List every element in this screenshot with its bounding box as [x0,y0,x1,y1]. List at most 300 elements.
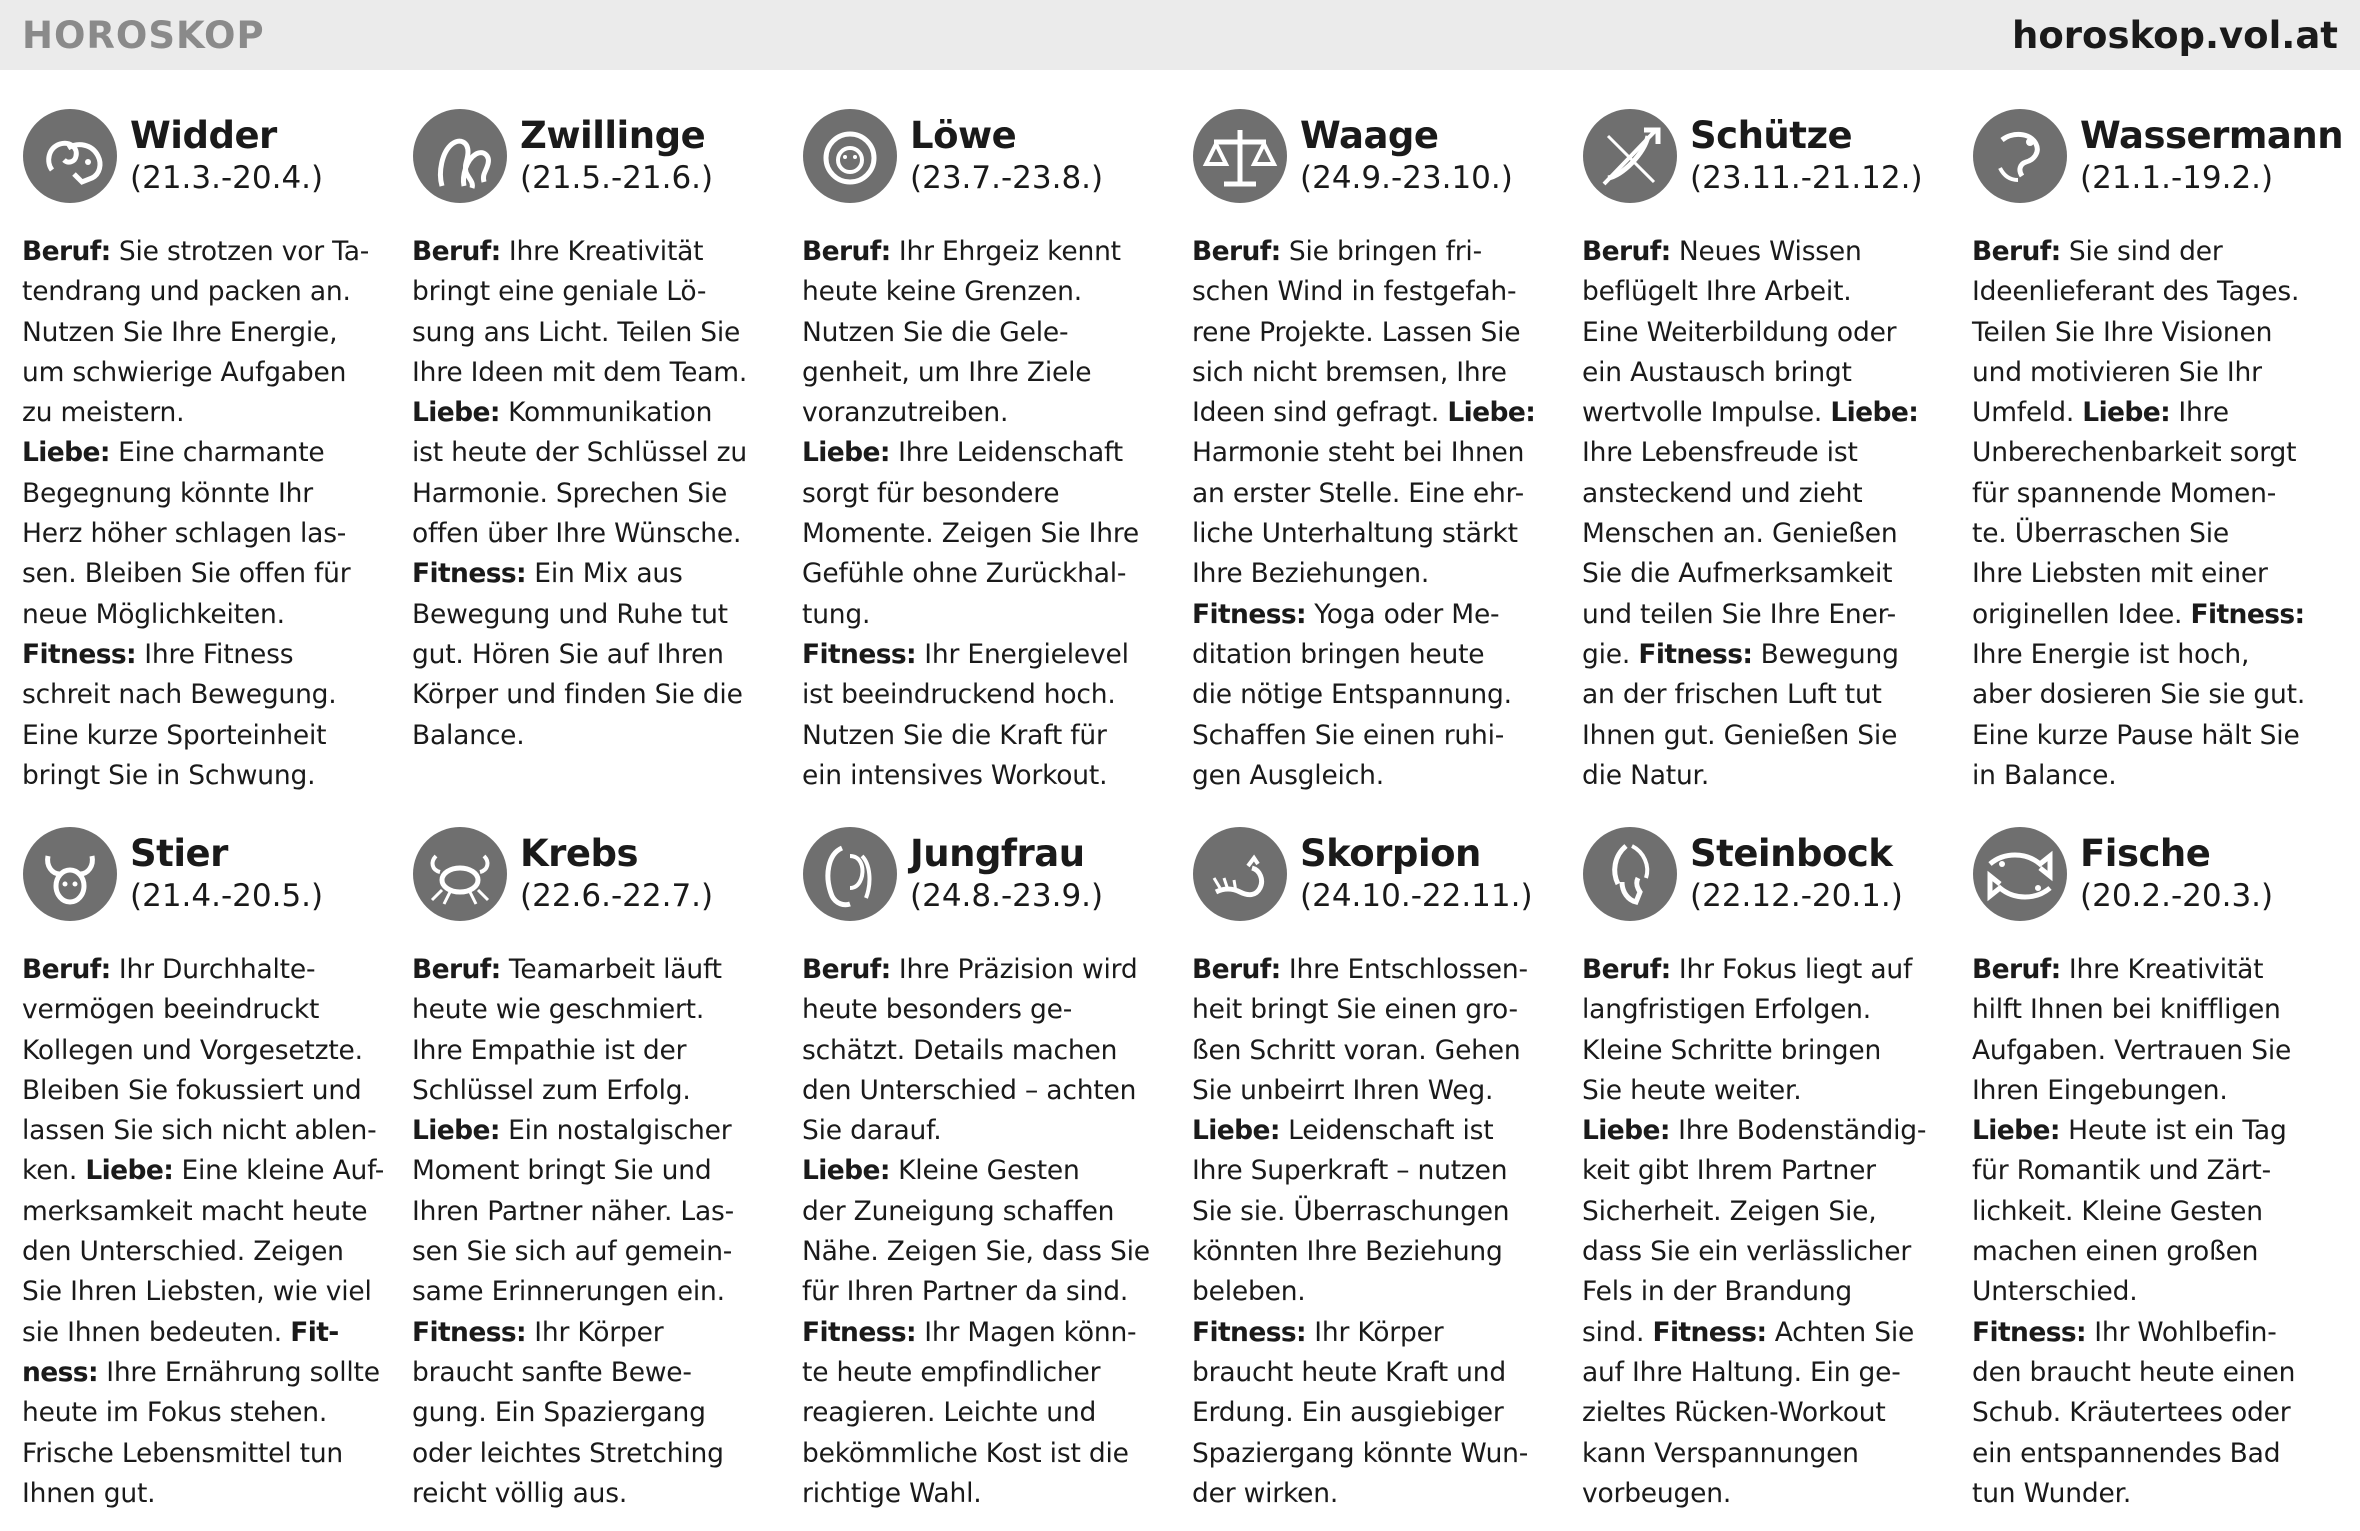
sign-text [1582,950,1954,1514]
text-line [22,1434,394,1474]
text-line [1582,1393,1954,1433]
text-line [802,1111,1174,1151]
category-label: Fitness: [802,638,917,670]
text-line [802,433,1174,473]
text-segment: für Romantik und Zärt- [1972,1155,2271,1187]
category-label: Liebe: [802,437,890,469]
text-segment: Nutzen Sie die Kraft für [802,719,1107,751]
text-segment: Ihr Durchhalte- [110,954,316,985]
sign-name: Krebs [520,832,639,875]
text-line [1972,950,2344,990]
text-segment: Balance. [412,719,525,751]
text-segment: sen Sie sich auf gemein- [412,1236,733,1268]
text-segment: ein Austausch bringt [1582,356,1852,388]
text-segment: die nötige Entspannung. [1192,679,1512,711]
category-label: Fitness: [2190,598,2305,630]
text-line [1582,554,1954,594]
text-segment: auf Ihre Haltung. Ein ge- [1582,1356,1901,1388]
text-line [802,1031,1174,1071]
text-line [802,756,1174,796]
sign-text [802,950,1174,1514]
text-line [1972,272,2344,312]
sign-dates: (21.1.-19.2.) [2080,160,2274,196]
sign-text [412,950,784,1514]
text-line [412,950,784,990]
text-line [1972,1434,2344,1474]
text-line [1192,1434,1564,1474]
text-line [22,554,394,594]
category-label: Liebe: [1972,1115,2060,1147]
category-label: Beruf: [22,236,111,267]
sign-text [1192,232,1564,796]
text-segment: te. Überraschen Sie [1972,518,2230,550]
text-segment: Ihre Bodenständig- [1669,1115,1927,1147]
sign-name: Waage [1300,114,1439,157]
text-segment: Heute ist ein Tag [2059,1115,2287,1147]
text-segment: Ihren Eingebungen. [1972,1074,2228,1106]
text-segment: Ihr Energielevel [916,638,1129,670]
text-line [1972,756,2344,796]
text-segment: Moment bringt Sie und [412,1155,712,1187]
text-segment: braucht sanfte Bewe- [412,1356,692,1388]
sign-header [412,826,780,932]
horoscope-row-2 [0,826,2360,1526]
category-label: Fitness: [22,638,137,670]
text-line [1192,232,1564,272]
sign-card-wassermann [1972,108,2344,796]
text-line [1582,950,1954,990]
text-line [22,514,394,554]
text-line [802,1232,1174,1272]
text-line [412,554,784,594]
text-line [412,232,784,272]
text-segment: zieltes Rücken-Workout [1582,1397,1886,1429]
sign-card-loewe [802,108,1170,796]
bull-icon [22,826,118,922]
text-line [412,1232,784,1272]
text-line [802,990,1174,1030]
text-line [1972,1031,2344,1071]
text-line [412,393,784,433]
text-segment: neue Möglichkeiten. [22,598,285,630]
sign-card-zwillinge [412,108,780,756]
text-line [1192,1232,1564,1272]
text-line [1972,990,2344,1030]
text-line [1582,990,1954,1030]
text-segment: tendrang und packen an. [22,276,351,308]
text-line [802,313,1174,353]
text-line [22,1474,394,1514]
text-segment: könnten Ihre Beziehung [1192,1236,1503,1268]
category-label: Beruf: [1192,236,1281,267]
text-segment: Aufgaben. Vertrauen Sie [1972,1034,2292,1066]
text-segment: sind. [1582,1316,1653,1348]
text-segment: beleben. [1192,1276,1306,1308]
sign-name: Wassermann [2080,114,2344,157]
category-label: Liebe: [1447,397,1536,429]
text-segment: in Balance. [1972,759,2117,791]
text-line [802,635,1174,675]
text-line [1972,1313,2344,1353]
text-segment: Nutzen Sie die Gele- [802,316,1069,348]
site-url-link[interactable]: horoskop.vol.at [2012,13,2338,57]
category-label: Beruf: [1192,954,1281,985]
text-segment: Sie die Aufmerksamkeit [1582,558,1893,590]
text-line [22,1353,394,1393]
fish-icon [1972,826,2068,922]
text-segment: heit bringt Sie einen gro- [1192,994,1518,1026]
text-segment: Ihren Partner näher. Las- [412,1195,734,1227]
scales-icon [1192,108,1288,204]
text-line [412,1192,784,1232]
text-segment: Körper und finden Sie die [412,679,743,711]
text-segment: heute besonders ge- [802,994,1073,1026]
text-line [22,1272,394,1312]
text-line [1192,1313,1564,1353]
text-segment: Ihre Empathie ist der [412,1034,687,1066]
text-line [412,1272,784,1312]
water-bearer-icon [1972,108,2068,204]
text-line [412,1071,784,1111]
text-segment: Schlüssel zum Erfolg. [412,1074,691,1106]
text-segment: Sie sie. Überraschungen [1192,1195,1510,1227]
text-line [1582,1353,1954,1393]
text-segment: Sicherheit. Zeigen Sie, [1582,1195,1877,1227]
text-line [1192,272,1564,312]
category-label: Liebe: [802,1155,890,1187]
ram-icon [22,108,118,204]
twins-icon [412,108,508,204]
sign-dates: (24.10.-22.11.) [1300,878,1533,914]
text-line [22,595,394,635]
text-line [1972,1272,2344,1312]
text-segment: Bewegung [1752,638,1899,670]
text-line [1972,1232,2344,1272]
text-segment: zu meistern. [22,397,185,429]
text-segment: Ihre Fitness [136,638,294,670]
category-label: Liebe: [1192,1115,1280,1147]
text-segment: Ein nostalgischer [499,1115,732,1147]
text-segment: schen Wind in festgefah- [1192,276,1517,308]
text-line [22,950,394,990]
text-line [412,1151,784,1191]
text-line [1192,353,1564,393]
text-line [1972,1151,2344,1191]
text-line [412,353,784,393]
text-segment: ist beeindruckend hoch. [802,679,1116,711]
text-line [1582,393,1954,433]
text-segment: tun Wunder. [1972,1477,2132,1509]
text-line [1972,353,2344,393]
text-line [1192,990,1564,1030]
text-segment: an erster Stelle. Eine ehr- [1192,477,1524,509]
text-line [22,1111,394,1151]
text-segment: die Natur. [1582,759,1710,791]
text-line [1582,1192,1954,1232]
sign-text [802,232,1174,796]
text-segment: hilft Ihnen bei kniffligen [1972,994,2281,1026]
text-segment: Ein Mix aus [526,558,683,590]
text-line [1192,1111,1564,1151]
text-segment: Begegnung könnte Ihr [22,477,313,509]
text-line [22,313,394,353]
text-segment: ßen Schritt voran. Gehen [1192,1034,1521,1066]
text-line [1972,393,2344,433]
text-line [1192,1192,1564,1232]
section-title: HOROSKOP [22,13,265,57]
text-line [22,675,394,715]
text-segment: Ihr Körper [1306,1316,1444,1348]
text-segment: Sie unbeirrt Ihren Weg. [1192,1074,1494,1106]
text-segment: und motivieren Sie Ihr [1972,356,2262,388]
text-segment: reicht völlig aus. [412,1477,628,1509]
text-segment: Erdung. Ein ausgiebiger [1192,1397,1504,1429]
sign-header [1192,826,1560,932]
category-label: Beruf: [802,236,891,267]
text-line [22,433,394,473]
text-line [1192,554,1564,594]
scorpion-icon [1192,826,1288,922]
text-segment: wertvolle Impulse. [1582,397,1831,429]
sign-name: Skorpion [1300,832,1481,875]
sign-header [412,108,780,214]
text-segment: Ihre Präzision wird [890,954,1138,985]
text-segment: Neues Wissen [1670,236,1862,267]
text-line [1192,1353,1564,1393]
text-segment: Ihre Ernährung sollte [97,1356,380,1388]
category-label: Beruf: [1582,954,1671,985]
category-label: Liebe: [22,437,110,469]
text-line [412,272,784,312]
category-label: Beruf: [1972,954,2061,985]
text-line [1972,1192,2344,1232]
text-segment: Ihre Leidenschaft [889,437,1123,469]
text-line [802,1474,1174,1514]
text-line [802,1434,1174,1474]
text-segment: schreit nach Bewegung. [22,679,337,711]
text-line [1972,1393,2344,1433]
text-segment: Ihre Kreativität [2060,954,2264,985]
sign-header [1192,108,1560,214]
text-segment: schätzt. Details machen [802,1034,1118,1066]
text-segment: Ihnen gut. Genießen Sie [1582,719,1898,751]
text-line [1972,232,2344,272]
crab-icon [412,826,508,922]
text-segment: und teilen Sie Ihre Ener- [1582,598,1896,630]
sign-header [22,826,390,932]
text-segment: lichkeit. Kleine Gesten [1972,1195,2263,1227]
text-segment: Ihre Liebsten mit einer [1972,558,2268,590]
text-line [1972,1111,2344,1151]
sign-header [1582,826,1950,932]
category-label: Beruf: [22,954,111,985]
text-segment: richtige Wahl. [802,1477,982,1509]
text-segment: für Ihren Partner da sind. [802,1276,1129,1308]
text-line [802,675,1174,715]
category-label: Fitness: [1192,1316,1307,1348]
text-segment: kann Verspannungen [1582,1437,1859,1469]
category-label: Fitness: [802,1316,917,1348]
sign-name: Jungfrau [910,832,1085,875]
sign-header [1582,108,1950,214]
text-line [1582,1071,1954,1111]
text-segment: für spannende Momen- [1972,477,2277,509]
sign-dates: (21.3.-20.4.) [130,160,324,196]
text-line [22,716,394,756]
text-line [1192,313,1564,353]
text-line [1582,272,1954,312]
category-label: ness: [22,1356,98,1388]
text-segment: Eine kurze Pause hält Sie [1972,719,2300,751]
text-line [802,1393,1174,1433]
sign-text [1582,232,1954,796]
text-line [802,474,1174,514]
text-line [22,1313,394,1353]
text-line [22,353,394,393]
text-segment: Herz höher schlagen las- [22,518,347,550]
text-line [1972,514,2344,554]
text-segment: langfristigen Erfolgen. [1582,994,1871,1026]
text-segment: dass Sie ein verlässlicher [1582,1236,1912,1268]
sign-text [1192,950,1564,1514]
text-line [1972,554,2344,594]
text-segment: rene Projekte. Lassen Sie [1192,316,1521,348]
text-line [1582,675,1954,715]
text-line [1582,595,1954,635]
text-line [412,716,784,756]
text-segment: Teamarbeit läuft [500,954,722,985]
sign-card-krebs [412,826,780,1514]
lion-icon [802,108,898,204]
text-segment: sich nicht bremsen, Ihre [1192,356,1507,388]
text-segment: heute im Fokus stehen. [22,1397,328,1429]
text-line [22,1151,394,1191]
text-line [22,393,394,433]
text-line [1972,1353,2344,1393]
sign-dates: (23.11.-21.12.) [1690,160,1923,196]
text-line [1582,433,1954,473]
text-segment: Unterschied. [1972,1276,2138,1308]
text-segment: Fels in der Brandung [1582,1276,1853,1308]
text-segment: Ihnen gut. [22,1477,156,1509]
text-line [1192,950,1564,990]
text-segment: ist heute der Schlüssel zu [412,437,747,469]
text-segment: Ihr Körper [526,1316,664,1348]
text-segment: Nutzen Sie Ihre Energie, [22,316,338,348]
category-label: Liebe: [1830,397,1919,429]
sign-name: Widder [130,114,277,157]
text-segment: Ihre Ideen mit dem Team. [412,356,748,388]
text-segment: merksamkeit macht heute [22,1195,368,1227]
category-label: Beruf: [1582,236,1671,267]
sign-text [1972,232,2344,796]
text-segment: Kleine Schritte bringen [1582,1034,1882,1066]
text-segment: vermögen beeindruckt [22,994,320,1026]
category-label: Liebe: [412,1115,500,1147]
text-segment: originellen Idee. [1972,598,2191,630]
text-line [412,1031,784,1071]
text-segment: Spaziergang könnte Wun- [1192,1437,1529,1469]
text-line [412,514,784,554]
text-line [1582,1272,1954,1312]
text-segment: Teilen Sie Ihre Visionen [1972,316,2273,348]
text-segment: Bleiben Sie fokussiert und [22,1074,362,1106]
text-segment: Umfeld. [1972,397,2083,429]
text-segment: den Unterschied. Zeigen [22,1236,344,1268]
text-line [802,393,1174,433]
text-line [1192,756,1564,796]
text-line [1582,313,1954,353]
text-line [1192,1272,1564,1312]
text-line [1582,1474,1954,1514]
sign-dates: (21.4.-20.5.) [130,878,324,914]
text-line [1582,1434,1954,1474]
text-segment: Momente. Zeigen Sie Ihre [802,518,1140,550]
sign-header [802,826,1170,932]
category-label: Beruf: [412,954,501,985]
text-segment: Unberechenbarkeit sorgt [1972,437,2297,469]
text-segment: gung. Ein Spaziergang [412,1397,706,1429]
sign-name: Stier [130,832,228,875]
text-line [1972,1071,2344,1111]
sign-text [412,232,784,756]
text-segment: Eine Weiterbildung oder [1582,316,1897,348]
text-line [1192,514,1564,554]
text-line [412,1111,784,1151]
text-line [1582,474,1954,514]
text-segment: Ideenlieferant des Tages. [1972,276,2300,308]
text-line [22,1071,394,1111]
text-segment: sen. Bleiben Sie offen für [22,558,351,590]
text-line [1192,1151,1564,1191]
sign-card-fische [1972,826,2340,1514]
text-line [802,554,1174,594]
text-segment: Ihre [2170,397,2229,429]
category-label: Fitness: [1972,1316,2087,1348]
sign-dates: (24.9.-23.10.) [1300,160,1513,196]
text-segment: vorbeugen. [1582,1477,1732,1509]
text-line [22,756,394,796]
text-segment: tung. [802,598,871,630]
text-segment: bekömmliche Kost ist die [802,1437,1129,1469]
text-line [1192,1474,1564,1514]
text-line [1582,232,1954,272]
text-line [1972,474,2344,514]
sign-dates: (22.12.-20.1.) [1690,878,1903,914]
text-segment: reagieren. Leichte und [802,1397,1097,1429]
text-segment: Ihre Entschlossen- [1280,954,1528,985]
text-segment: ken. [22,1155,86,1187]
text-segment: ditation bringen heute [1192,638,1485,670]
text-segment: Sie sind der [2060,236,2223,267]
text-line [1972,675,2344,715]
text-line [412,1353,784,1393]
sign-card-skorpion [1192,826,1560,1514]
text-segment: Frische Lebensmittel tun [22,1437,344,1469]
text-segment: heute keine Grenzen. [802,276,1082,308]
text-line [1972,1474,2344,1514]
text-segment: Achten Sie [1766,1316,1915,1348]
text-segment: den Unterschied – achten [802,1074,1137,1106]
text-segment: lassen Sie sich nicht ablen- [22,1115,377,1147]
text-line [802,1353,1174,1393]
text-line [22,1192,394,1232]
category-label: Liebe: [412,397,500,429]
sign-name: Zwillinge [520,114,706,157]
sign-card-stier [22,826,390,1514]
category-label: Fitness: [1638,638,1753,670]
text-line [22,232,394,272]
